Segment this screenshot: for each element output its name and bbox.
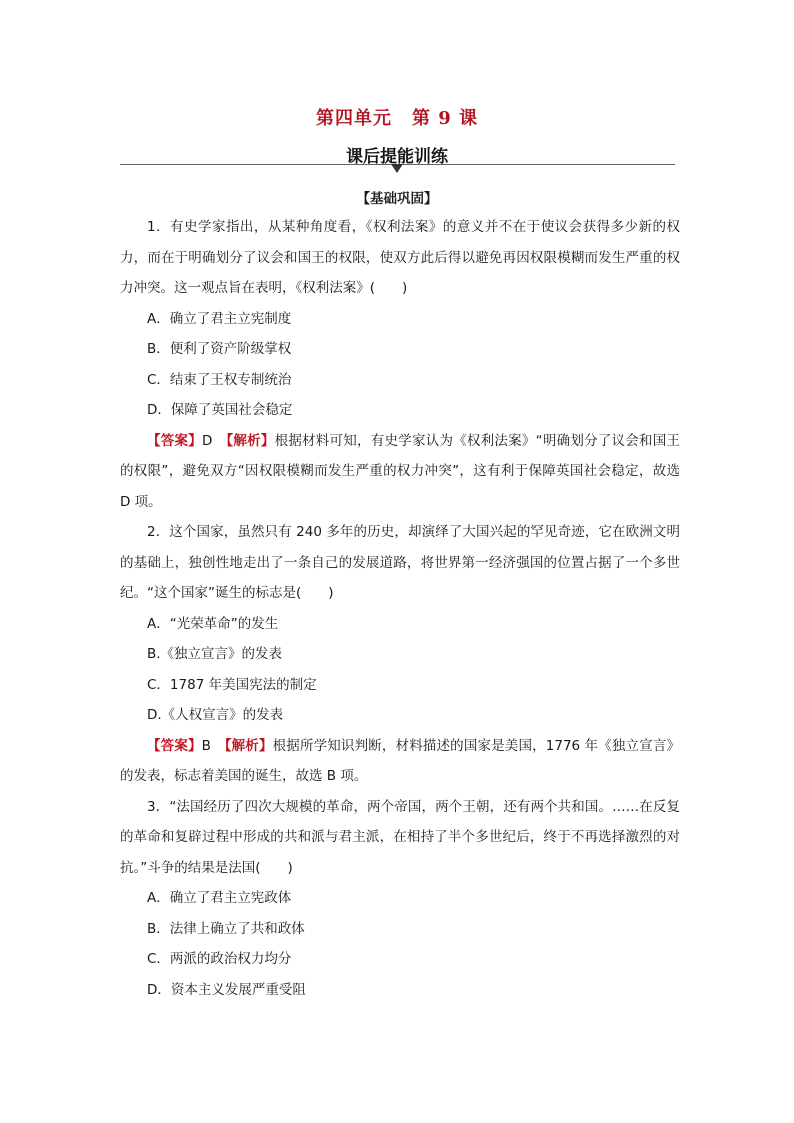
- answer-value: B: [201, 737, 211, 754]
- triangle-marker-icon: [391, 164, 403, 173]
- question-stem: 2．这个国家，虽然只有 240 多年的历史，却演绎了大国兴起的罕见奇迹，它在欧洲文明的基础上，独创性地走出了一条自己的发展道路，将世界第一经济强国的位置占据了一个多世纪。“这个国家”诞生的标志是( ): [120, 524, 680, 601]
- option-b: B.《独立宣言》的发表: [147, 646, 283, 662]
- option-c: C．1787 年美国宪法的制定: [147, 676, 317, 693]
- option-a: A．确立了君主立宪制度: [147, 310, 292, 327]
- option-b: B．法律上确立了共和政体: [147, 920, 305, 937]
- option-c: C．两派的政治权力均分: [147, 951, 292, 967]
- analysis-text: 根据所学知识判断，材料描述的国家是美国，1776 年《独立宣言》的发表，标志着美国的诞生，故选 B 项。: [120, 737, 681, 784]
- option-d: D．资本主义发展严重受阻: [147, 981, 306, 998]
- option-a: A．确立了君主立宪政体: [147, 890, 292, 906]
- page-subtitle: 课后提能训练: [346, 147, 448, 167]
- answer-value: D: [201, 432, 213, 449]
- question-stem: 1．有史学家指出，从某种角度看，《权利法案》的意义并不在于使议会获得多少新的权力，而在于明确划分了议会和国王的权限，使双方此后得以避免再因权限模糊而发生严重的权力冲突。这一观点旨在表明，《权利法案》( ): [120, 219, 680, 296]
- analysis-tag: 【解析】: [224, 737, 273, 754]
- option-c: C．结束了王权专制统治: [147, 371, 292, 388]
- option-a: A．“光荣革命”的发生: [147, 615, 279, 632]
- answer-block: [120, 731, 680, 792]
- unit-lesson-title: [0, 104, 794, 130]
- option-b: B．便利了资产阶级掌权: [147, 341, 292, 357]
- analysis-text: 根据材料可知，有史学家认为《权利法案》“明确划分了议会和国王的权限”，避免双方“因权限模糊而发生严重的权力冲突”，这有利于保障英国社会稳定，故选 D 项。: [120, 432, 681, 510]
- option-d: D．保障了英国社会稳定: [147, 402, 293, 418]
- answer-tag: 【答案】: [147, 737, 202, 754]
- question-list: [120, 212, 680, 1005]
- answer-tag: 【答案】: [147, 432, 202, 449]
- lesson-label: 第 9 课: [411, 108, 479, 129]
- answer-block: [120, 426, 680, 518]
- option-d: D.《人权宣言》的发表: [147, 707, 284, 723]
- question-stem: 3．“法国经历了四次大规模的革命，两个帝国，两个王朝，还有两个共和国。……在反复的革命和复辟过程中形成的共和派与君主派，在相持了半个多世纪后，终于不再选择激烈的对抗。”斗争的结果是法国( ): [120, 798, 680, 876]
- unit-label: 第四单元: [315, 108, 392, 129]
- section-heading: 【基础巩固】: [356, 191, 438, 207]
- analysis-tag: 【解析】: [226, 432, 275, 449]
